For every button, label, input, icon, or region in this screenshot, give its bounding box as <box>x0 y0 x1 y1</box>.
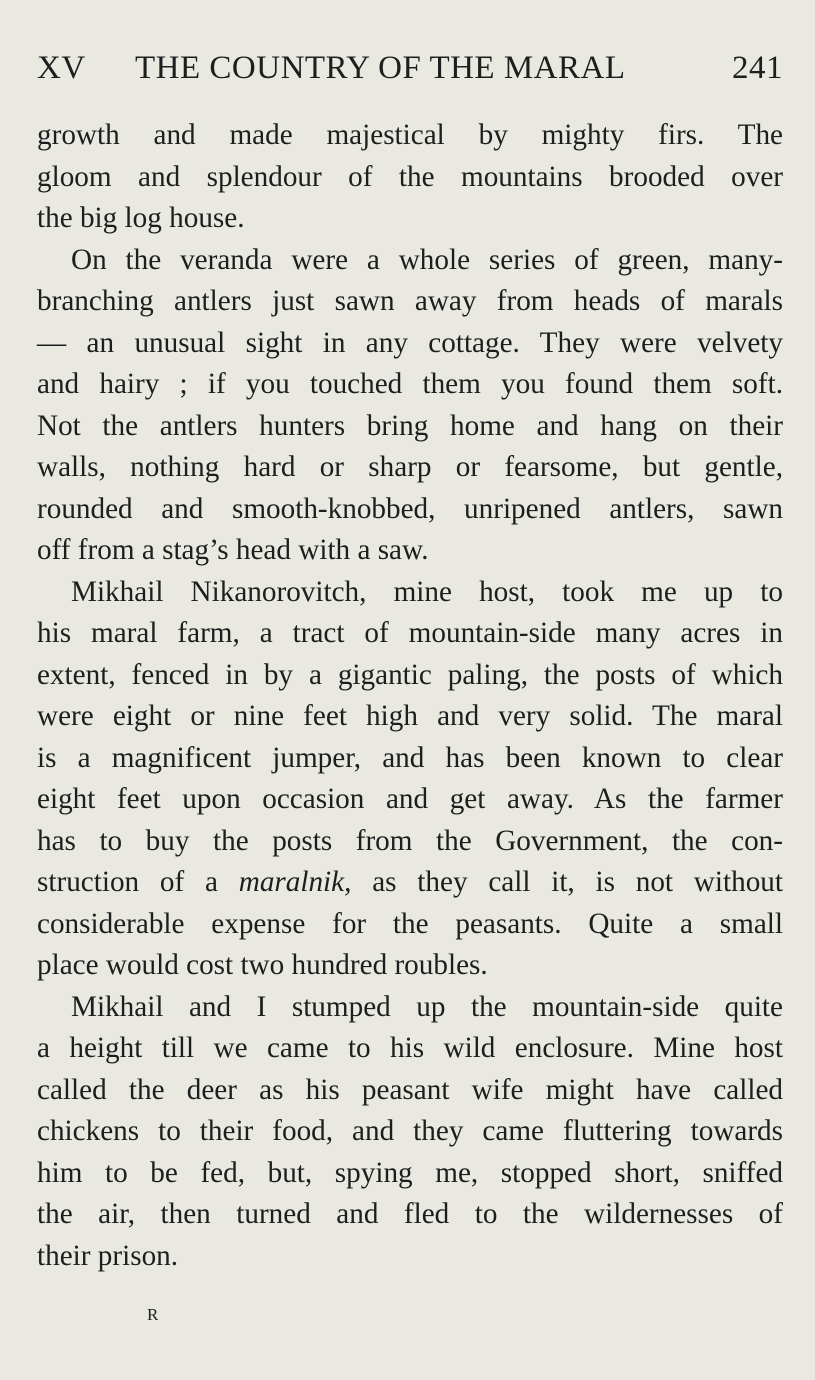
text-line: a height till we came to his wild enclosure. Mine host <box>37 1032 783 1064</box>
text-segment: struction of a <box>37 866 239 898</box>
text-line: him to be fed, but, spying me, stopped short, sniffed <box>37 1156 783 1189</box>
section-number: XV <box>37 50 86 86</box>
text-line <box>37 862 783 904</box>
text-line: the air, then turned and fled to the wildernesses of <box>37 1198 783 1230</box>
text-line: Mikhail and I stumped up the mountain-side quite <box>71 990 783 1023</box>
italic-term: maralnik, <box>238 866 352 898</box>
chapter-title: THE COUNTRY OF THE MARAL <box>135 50 626 86</box>
text-line: the big log house. <box>37 202 245 234</box>
text-line: — an unusual sight in any cottage. They were velvety <box>37 326 783 359</box>
text-line: his maral farm, a tract of mountain-side many acres in <box>37 617 783 649</box>
text-line: their prison. <box>37 1239 179 1272</box>
text-line: Mikhail Nikanorovitch, mine host, took me up to <box>71 575 783 608</box>
text-line: place would cost two hundred roubles. <box>37 949 488 981</box>
text-line: called the deer as his peasant wife might have called <box>37 1073 783 1106</box>
signature-mark: R <box>147 1305 159 1324</box>
text-line: extent, fenced in by a gigantic paling, the posts of which <box>37 658 783 691</box>
page-number: 241 <box>732 50 783 86</box>
text-line: Not the antlers hunters bring home and hang on their <box>37 409 783 442</box>
text-segment: as they call it, is not without <box>351 866 783 898</box>
text-line: On the veranda were a whole series of green, many- <box>71 243 783 276</box>
text-line: is a magnificent jumper, and has been known to clear <box>37 741 783 774</box>
text-line: walls, nothing hard or sharp or fearsome, but gentle, <box>37 451 783 483</box>
text-line: chickens to their food, and they came fluttering towards <box>37 1115 783 1147</box>
text-line: off from a stag’s head with a saw. <box>37 534 429 566</box>
text-line: gloom and splendour of the mountains brooded over <box>37 160 783 193</box>
text-line: growth and made majestical by mighty firs. The <box>37 119 783 151</box>
text-line: branching antlers just sawn away from heads of marals <box>37 285 783 317</box>
running-head <box>37 46 783 90</box>
text-line: and hairy ; if you touched them you found them soft. <box>37 368 783 400</box>
text-line: were eight or nine feet high and very solid. The maral <box>37 700 783 732</box>
body-text <box>37 115 783 1277</box>
text-line: rounded and smooth-knobbed, unripened antlers, sawn <box>37 492 783 525</box>
text-line: has to buy the posts from the Government, the con- <box>37 824 783 857</box>
text-line: eight feet upon occasion and get away. As the farmer <box>37 783 783 815</box>
text-line: considerable expense for the peasants. Quite a small <box>37 907 783 940</box>
